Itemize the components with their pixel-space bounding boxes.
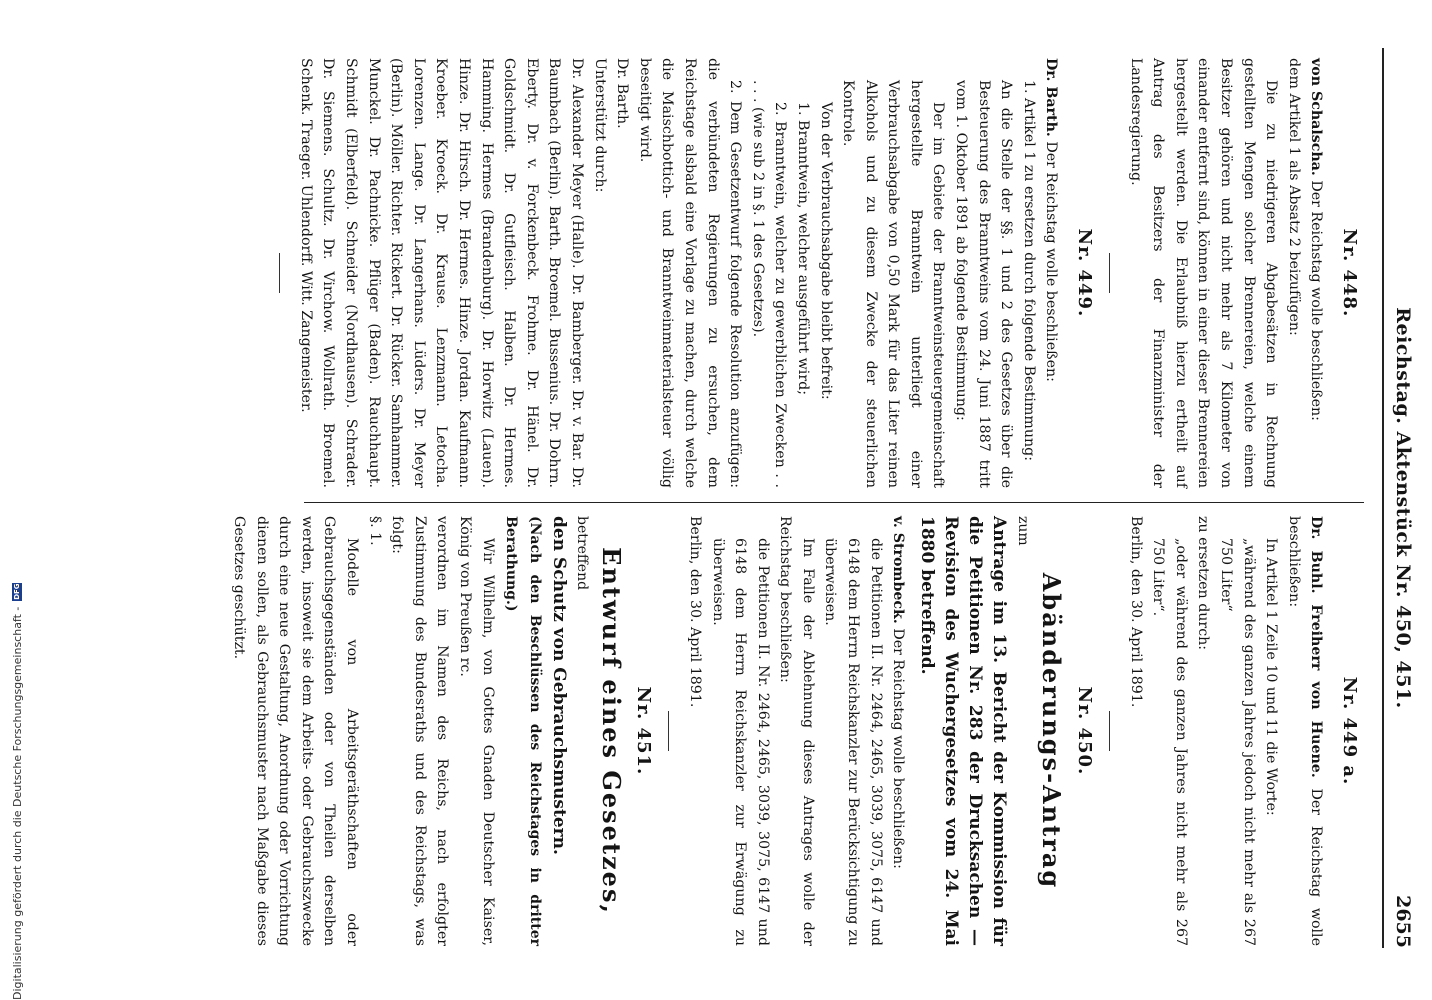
nr-451-section-text: Modelle von Arbeitsgeräthschaften oder Gebrauchsgegenständen oder von Theilen derselben werden, insoweit sie dem Arbeits- oder Gebrauchszwecke durch eine neue Gestaltung, Anordnung oder Vorrichtung dienen sollen, als Gebrauchsmuster nach Maßgabe dieses Gesetzes geschützt. — [231, 516, 360, 946]
section-nr-450 — [683, 516, 1095, 946]
nr-449-number: Nr. 449. — [1074, 228, 1096, 318]
nr-450-body2: Im Falle der Ablehnung dieses Antrages wolle der Reichstag beschließen: — [777, 516, 816, 946]
nr-451-number: Nr. 451. — [633, 686, 655, 776]
nr-451-betreffend: betreffend — [574, 516, 591, 591]
nr-451-subject: den Schutz von Gebrauchsmustern. — [548, 516, 569, 855]
nr-451-preamble2: verordnen im Namen des Reichs, nach erfolgter Zustimmung des Bundesraths und des Reichstags, was folgt: — [389, 516, 451, 946]
nr-448-body: Die zu niedrigeren Abgabesätzen in Rechnung gestellten Mengen solcher Brennereien, welche einem Besitzer gehören und nicht mehr als 7 Kilometer von einander entfernt sind, können in einer dieser Brennereien hergestellt werden. Die Erlaubniß hierzu ertheilt auf Antrag des Besitzers der Finanzminister der Landesregierung. — [1127, 58, 1280, 488]
dfg-logo: DFG — [13, 583, 21, 600]
nr-449-item1-head: 1. Artikel 1 zu ersetzen durch folgende Bestimmung: — [1020, 80, 1037, 461]
column-divider — [304, 502, 1364, 503]
nr-448-number: Nr. 448. — [1339, 228, 1360, 318]
nr-449a-line1: In Artikel 1 Zeile 10 und 11 die Worte: — [1263, 538, 1280, 816]
nr-449-sub1: 1. Branntwein, welcher ausgeführt wird; — [794, 102, 811, 395]
nr-449-support-label: Unterstützt durch: — [591, 58, 608, 193]
nr-449-intro-name: Dr. Barth. — [1043, 58, 1060, 137]
nr-451-note: (Nach den Beschlüssen des Reichstages in dritter Berathung.) — [502, 516, 543, 946]
header-rule — [1382, 48, 1384, 948]
nr-448-lead-name: von Schalscha. — [1308, 58, 1325, 176]
nr-449a-date: Berlin, den 30. April 1891. — [1127, 516, 1144, 708]
nr-448-line2: dem Artikel 1 als Absatz 2 beizufügen: — [1285, 58, 1302, 336]
page-number: 2655 — [1392, 895, 1414, 948]
nr-449-item1-body: An die Stelle der §§. 1 und 2 des Gesetzes über die Besteuerung des Branntweins vom 24. Juni 1887 tritt vom 1. Oktober 1891 ab folgende Bestimmung: — [953, 80, 1015, 488]
nr-449-item1-free: Von der Verbrauchsabgabe bleibt befreit: — [817, 102, 834, 400]
separator-rule — [279, 253, 280, 293]
nr-451-preamble1: Wir Wilhelm, von Gottes Gnaden Deutscher Kaiser, König von Preußen rc. — [456, 516, 496, 946]
nr-449a-lead-name: Dr. Buhl. — [1308, 516, 1325, 594]
separator-rule — [668, 711, 669, 751]
section-nr-451 — [227, 516, 654, 946]
nr-449-item1-para: Der im Gebiete der Branntweinsteuergemeinschaft hergestellte Branntwein unterliegt einer Verbrauchsabgabe von 0,50 Mark für das Liter reinen Alkohols und zu diesem Zwecke der steuerlichen Kontrole. — [840, 80, 947, 488]
right-column — [227, 516, 1368, 946]
nr-450-number: Nr. 450. — [1074, 686, 1096, 776]
nr-450-lead-text: Der Reichstag wolle beschließen: — [890, 628, 907, 869]
nr-450-body1: die Petitionen II. Nr. 2464, 2465, 3039, 3075, 6147 und 6148 dem Herrn Reichskanzler zur Berücksichtigung zu überweisen. — [822, 538, 884, 946]
nr-450-title: Abänderungs-Antrag — [1037, 572, 1067, 890]
nr-449-sub2: 2. Branntwein, welcher zu gewerblichen Zwecken . . . . . (wie sub 2 in §. 1 des Gesetzes). — [749, 80, 789, 488]
nr-449a-lead-rest: Freiherr von Huene. — [1308, 604, 1325, 778]
nr-449-intro-text: Der Reichstag wolle beschließen: — [1043, 141, 1060, 382]
digitization-credit-text: Digitalisierung gefördert durch die Deutsche Forschungsgemeinschaft - — [10, 606, 24, 1000]
nr-449a-line2: zu ersetzen durch: — [1195, 516, 1212, 651]
nr-449a-quote1: „während des ganzen Jahres jedoch nicht mehr als 267 750 Liter“ — [1218, 538, 1257, 946]
nr-450-subtitle: Antrage im 13. Bericht der Kommission für die Petitionen Nr. 283 der Drucksachen — Revision des Wuchergesetzes vom 24. Mai 1880 betreffend. — [917, 516, 1010, 946]
section-nr-449 — [294, 58, 1095, 488]
nr-451-title: Entwurf eines Gesetzes, — [596, 547, 626, 915]
nr-448-lead-text: Der Reichstag wolle beschließen: — [1308, 180, 1325, 421]
left-column — [265, 58, 1368, 488]
nr-449-signature: Dr. Barth. — [614, 58, 631, 129]
running-header — [1388, 68, 1414, 948]
nr-450-date: Berlin, den 30. April 1891. — [686, 516, 703, 708]
nr-449-supporters: Dr. Alexander Meyer (Halle). Dr. Bamberger. Dr. v. Bar. Dr. Baumbach (Berlin). Barth. Broemel. Bussenius. Dr. Dohrn. Eberty. Dr. v. Forckenbeck. Frohme. Dr. Hänel. Dr. Goldschmidt. Dr. Gutfleisch. Halben. Dr. Hermes. Hamming. Hermes (Brandenburg). Dr. Horwitz (Lauen). Hinze. Dr. Hirsch. Dr. Hermes. Hinze. Jordan. Kaufmann. Kroeber. Kroeck. Dr. Krause. Lenzmann. Letocha. Lorenzen. Lange. Dr. Langerhans. Lüders. Dr. Meyer (Berlin). Möller. Richter. Rickert. Dr. Rücker. Samhammer. Munckel. Dr. Pachnicke. Pflüger (Baden). Rauchhaupt. Schmidt (Elberfeld). Schneider (Nordhausen). Schrader. Dr. Siemens. Schultz. Dr. Virchow. Wollrath. Broemel. Schenk. Traeger. Uhlendorff. Witt. Zangemeister. — [297, 58, 585, 488]
section-nr-448 — [1124, 58, 1360, 488]
nr-450-body3: die Petitionen II. Nr. 2464, 2465, 3039, 3075, 6147 und 6148 dem Herrn Reichskanzler zur Erwägung zu überweisen. — [709, 538, 771, 946]
section-nr-449a — [1124, 516, 1360, 946]
nr-449a-number: Nr. 449 a. — [1339, 676, 1360, 786]
nr-449a-quote2: „oder während des ganzen Jahres nicht mehr als 267 750 Liter“. — [1150, 538, 1189, 946]
separator-rule — [1109, 711, 1110, 751]
nr-451-section: §. 1. — [366, 516, 383, 546]
rotated-document-page — [14, 8, 1424, 988]
header-title: Reichstag. Aktenstück Nr. 450, 451. — [1392, 307, 1414, 709]
digitization-credit — [6, 580, 28, 1000]
nr-449-item2: 2. Dem Gesetzentwurf folgende Resolution anzufügen: die verbündeten Regierungen zu ersuchen, dem Reichstage alsbald eine Vorlage zu machen, durch welche die Maischbottich- und Branntweinmaterialsteuer völlig beseitigt wird. — [636, 58, 744, 488]
nr-449a-lead-text: Der Reichstag wolle beschließen: — [1285, 516, 1325, 946]
nr-450-zum: zum — [1014, 516, 1031, 546]
separator-rule — [1109, 253, 1110, 293]
nr-450-lead-name: v. Strombeck. — [890, 516, 907, 624]
